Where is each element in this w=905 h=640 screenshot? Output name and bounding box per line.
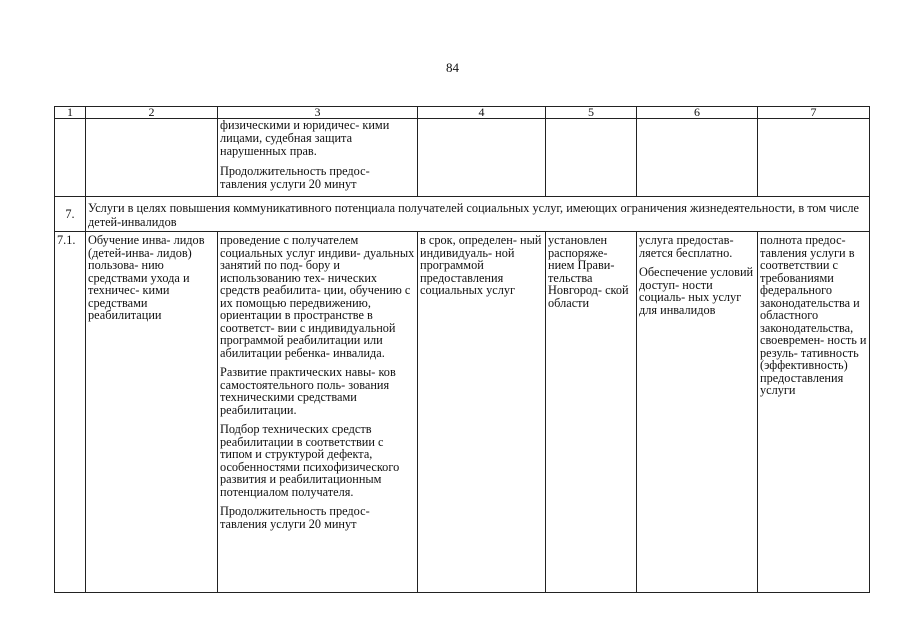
service-tariff: установлен распоряже- нием Прави- тельства Новгород- ской области [546, 232, 637, 593]
column-number-6: 6 [637, 107, 758, 119]
empty-cell [637, 119, 758, 197]
service-timing: в срок, определен- ный индивидуаль- ной программой предоставления социальных услуг [418, 232, 546, 593]
empty-cell [418, 119, 546, 197]
conditions-accessibility: Обеспечение условий доступ- ности социаль- ных услуг для инвалидов [639, 265, 754, 317]
service-number: 7.1. [55, 232, 86, 593]
description-paragraph: Подбор технических средств реабилитации в соответствии с типом и структурой дефекта, особенностями психофизического развития и реабилитационным потенциалом получателя. [220, 422, 400, 499]
service-quality: полнота предос- тавления услуги в соответствии с требованиями федерального законодательства и областного законодательства, своевремен- ность и резуль- тативность (эффективность) предоставления услуги [758, 232, 870, 593]
column-number-3: 3 [218, 107, 418, 119]
section-title: Услуги в целях повышения коммуникативного потенциала получателей социальных услуг, имеющих ограничения жизнедеятельности, в том числе детей-инвалидов [86, 197, 870, 232]
service-row [55, 232, 870, 593]
page-number: 84 [446, 60, 459, 75]
empty-cell [758, 119, 870, 197]
column-number-5: 5 [546, 107, 637, 119]
section-row [55, 197, 870, 232]
service-name: Обучение инва- лидов (детей-инва- лидов) пользова- нию средствами ухода и техничес- кими средствами реабилитации [86, 232, 218, 593]
description-paragraph: Развитие практических навы- ков самостоятельного поль- зования техническими средствами реабилитации. [220, 365, 396, 417]
description-paragraph: проведение с получателем социальных услуг индиви- дуальных занятий по под- бору и использованию тех- нических средств реабилита- ции, обучению с их помощью передвижению, ориентации в пространстве в соответст- вии с индивидуальной программой реабилитации или абилитации ребенка- инвалида. [220, 233, 415, 360]
services-table [54, 106, 870, 593]
continuation-row [55, 119, 870, 197]
continuation-duration: Продолжительность предос- тавления услуги 20 минут [220, 164, 370, 191]
column-number-1: 1 [55, 107, 86, 119]
service-conditions-cell [637, 232, 758, 593]
conditions-free: услуга предостав- ляется бесплатно. [639, 233, 734, 260]
table-header-row [55, 107, 870, 119]
description-duration: Продолжительность предос- тавления услуги 20 минут [220, 504, 370, 531]
service-description-cell [218, 232, 418, 593]
empty-cell [55, 119, 86, 197]
column-number-2: 2 [86, 107, 218, 119]
column-number-7: 7 [758, 107, 870, 119]
continuation-text: физическими и юридичес- кими лицами, судебная защита нарушенных прав. [220, 118, 390, 158]
section-number: 7. [55, 197, 86, 232]
column-number-4: 4 [418, 107, 546, 119]
empty-cell [86, 119, 218, 197]
continuation-description-cell [218, 119, 418, 197]
empty-cell [546, 119, 637, 197]
